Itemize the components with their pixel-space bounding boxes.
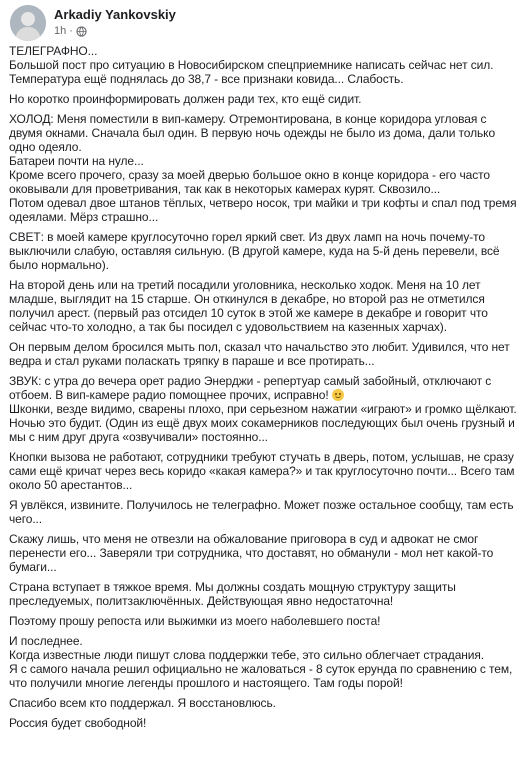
post-paragraph — [9, 716, 517, 730]
post-line: Я с самого начала решил официально не жаловаться - 8 суток ерунда по сравнению с тем, что получили многие легенды прошлого и настоящего. Там годы порой! — [9, 662, 513, 690]
post-line: Кнопки вызова не работают, сотрудники требуют стучать в дверь, потом, услышав, не сразу сами ещё кричат через весь коридо «какая камера?» и так круглосуточно почти... Всего там около 50 арестантов... — [9, 450, 515, 492]
post-line: Он первым делом бросился мыть пол, сказал что начальство это любит. Удивился, что нет ведра и стал руками поласкать тряпку в параше и все протирать... — [9, 340, 510, 368]
post-line: ХОЛОД: Меня поместили в вип-камеру. Отремонтирована, в конце коридора угловая с двумя окнами. Сначала был один. В первую ночь одежды не было из дома, дали только одно одеяло. — [9, 112, 496, 154]
post-paragraph — [9, 450, 517, 492]
post-line: Потом одевал двое штанов тёплых, четверо носок, три майки и три кофты и спал под тремя одеялами. Мёрз страшно... — [9, 196, 517, 224]
post-time[interactable]: 1h — [54, 25, 67, 37]
post-paragraph — [9, 696, 517, 710]
post-paragraph — [9, 614, 517, 628]
post-line: СВЕТ: в моей камере круглосуточно горел яркий свет. Из двух ламп на ночь почему-то выключили слабую, оставляя сильную. (В другой камере, куда на 5-й день перевели, всё было нормально). — [9, 230, 500, 272]
avatar[interactable] — [10, 5, 46, 41]
post-paragraph — [9, 340, 517, 368]
post-paragraph — [9, 92, 517, 106]
post-text — [9, 44, 517, 736]
meta-separator: · — [69, 25, 73, 37]
post-line: Страна вступает в тяжкое время. Мы должны создать мощную структуру защиты преследуемых, политзаключённых. Действующая явно недостаточна! — [9, 580, 456, 608]
post-paragraph — [9, 532, 517, 574]
post-line: ТЕЛЕГРАФНО... — [9, 44, 98, 58]
post-header — [10, 5, 515, 41]
post-line: Скажу лишь, что меня не отвезли на обжалование приговора в суд и адвокат не смог перенести его... Заверяли три сотрудника, что доставят, но обманули - мол нет какой-то бумаги... — [9, 532, 494, 574]
post-paragraph — [9, 634, 517, 690]
post-line: Когда известные люди пишут слова поддержки тебе, это сильно облегчает страдания. — [9, 648, 485, 662]
post-line: Я увлёкся, извините. Получилось не телеграфно. Может позже остальное сообщу, там есть чего... — [9, 498, 514, 526]
author-name[interactable]: Arkadiy Yankovskiy — [54, 7, 176, 22]
post-meta — [54, 24, 87, 38]
post-paragraph — [9, 374, 517, 444]
post-line: Спасибо всем кто поддержал. Я восстановлюсь. — [9, 696, 276, 710]
smile-emoji-icon — [332, 389, 344, 401]
post-line: Но коротко проинформировать должен ради тех, кто ещё сидит. — [9, 92, 362, 106]
post-line: Поэтому прошу репоста или выжимки из моего наболевшего поста! — [9, 614, 381, 628]
post-line: ЗВУК: с утра до вечера орет радио Энерджи - репертуар самый забойный, отключают с отбоем. В вип-камере радио помощнее прочих, исправно! — [9, 374, 492, 402]
post-line: Шконки, везде видимо, сварены плохо, при серьезном нажатии «играют» и громко щёлкают. Ночью это будит. (Один из ещё двух моих сокамерников последующих был очень грузный и мы с ним друг друга «озвучивали» постоянно... — [9, 402, 517, 444]
post-paragraph — [9, 498, 517, 526]
post-paragraph — [9, 44, 517, 86]
post-line: Большой пост про ситуацию в Новосибирском спецприемнике написать сейчас нет сил. Температура ещё поднялась до 38,7 - все признаки ковида... Слабость. — [9, 58, 494, 86]
globe-icon[interactable] — [76, 26, 87, 37]
post-line: На второй день или на третий посадили уголовника, несколько ходок. Меня на 10 лет младше, выглядит на 15 старше. Он откинулся в декабре, но второй раз не отметился получил арест. (первый раз отсидел 10 суток в этой же камере в декабре и говорит что сейчас что-то холодно, а так бы посидел с удовольствием на казенных харчах). — [9, 278, 488, 334]
post-paragraph — [9, 230, 517, 272]
post-line: Россия будет свободной! — [9, 716, 147, 730]
post-line: И последнее. — [9, 634, 83, 648]
post-paragraph — [9, 112, 517, 224]
profile-photo — [10, 5, 46, 41]
post-paragraph — [9, 278, 517, 334]
post-line: Кроме всего прочего, сразу за моей дверью большое окно в конце коридора - его часто оковывали для проветривания, так как в некоторых камерах курят. Сквозило... — [9, 168, 490, 196]
post-line: Батареи почти на нуле... — [9, 154, 144, 168]
post-paragraph — [9, 580, 517, 608]
